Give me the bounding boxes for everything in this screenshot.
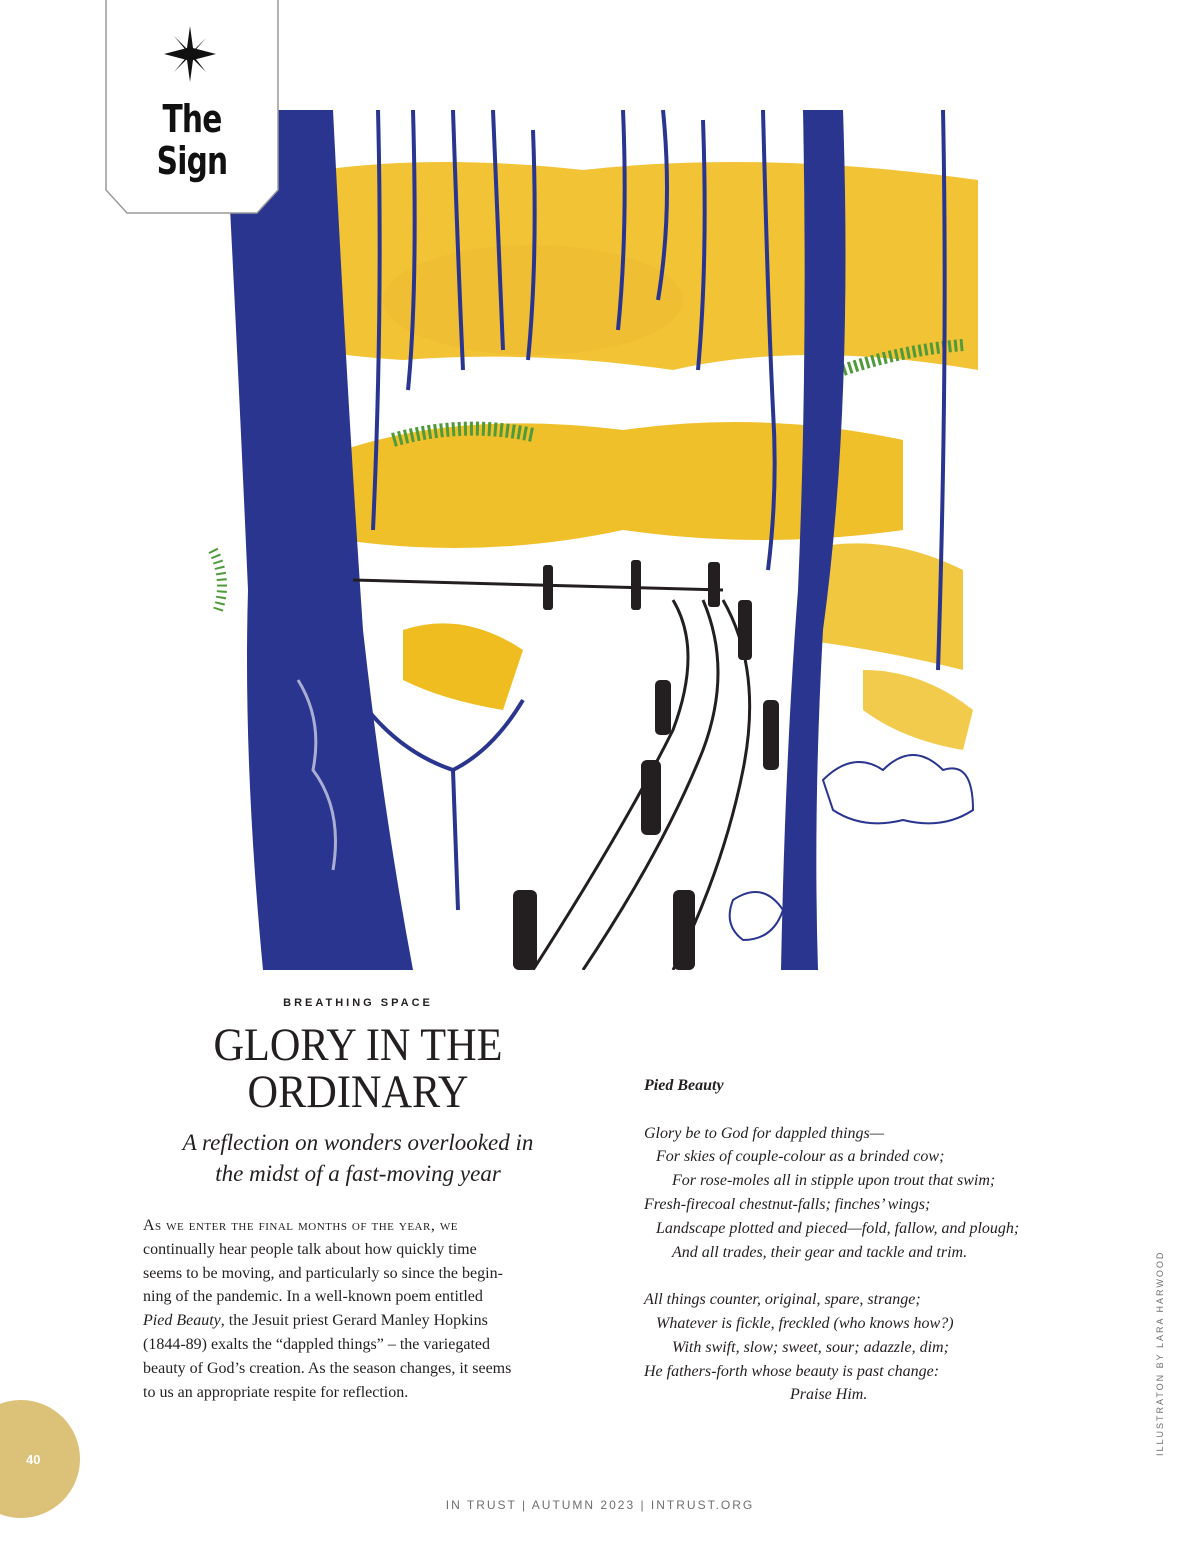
body-line: seems to be moving, and particularly so since the begin-: [143, 1264, 503, 1282]
dek-line1: A reflection on wonders overlooked in: [182, 1130, 534, 1155]
section-title: [124, 98, 260, 182]
poem-line: All things counter, original, spare, strange;: [644, 1291, 921, 1309]
body-line: continually hear people talk about how quickly time: [143, 1240, 477, 1258]
body-line: [143, 1309, 583, 1333]
body-line: ning of the pandemic. In a well-known poem entitled: [143, 1288, 483, 1306]
illustration-credit: ILLUSTRATON BY LARA HARWOOD: [1155, 1250, 1165, 1456]
stanza-break: [644, 1264, 1094, 1288]
poem-line: Fresh-firecoal chestnut-falls; finches’ wings;: [644, 1195, 931, 1213]
poem-line: Glory be to God for dappled things—: [644, 1124, 884, 1142]
poem-title: Pied Beauty: [644, 1077, 724, 1094]
article-dek: [143, 1127, 573, 1189]
body-line: (1844-89) exalts the “dappled things” – the variegated: [143, 1335, 490, 1353]
poem-line: And all trades, their gear and tackle and trim.: [672, 1243, 968, 1261]
poem-line: For skies of couple-colour as a brinded cow;: [656, 1148, 945, 1166]
section-title-line1: The: [162, 97, 222, 141]
poem-line: Praise Him.: [790, 1386, 868, 1404]
body-line-rest: , the Jesuit priest Gerard Manley Hopkins: [220, 1312, 488, 1330]
article-kicker: BREATHING SPACE: [283, 997, 433, 1009]
article-body: [143, 1214, 583, 1404]
body-line: beauty of God’s creation. As the season changes, it seems: [143, 1359, 512, 1377]
poem-line: He fathers-forth whose beauty is past change:: [644, 1362, 940, 1380]
section-title-line2: Sign: [156, 139, 228, 183]
body-line: to us an appropriate respite for reflection.: [143, 1383, 409, 1401]
poem-line: Landscape plotted and pieced—fold, fallow, and plough;: [656, 1219, 1020, 1237]
headline-line2: ORDINARY: [247, 1066, 469, 1118]
poem-line: Whatever is fickle, freckled (who knows how?): [656, 1314, 954, 1332]
page-footer: IN TRUST | AUTUMN 2023 | INTRUST.ORG: [445, 1498, 755, 1512]
poem-line: For rose-moles all in stipple upon trout that swim;: [672, 1172, 996, 1190]
body-lead: As we enter the final months of the year, we: [143, 1217, 458, 1234]
page-number: 40: [26, 1452, 41, 1467]
poem-title-reference: Pied Beauty: [143, 1312, 221, 1330]
forest-illustration: [203, 110, 978, 970]
article-headline: [165, 1019, 552, 1118]
headline-line1: GLORY IN THE: [213, 1019, 503, 1071]
star-icon: [164, 26, 216, 82]
dek-line2: the midst of a fast-moving year: [215, 1161, 501, 1186]
poem-line: With swift, slow; sweet, sour; adazzle, dim;: [672, 1338, 949, 1356]
poem: [644, 1074, 1094, 1407]
